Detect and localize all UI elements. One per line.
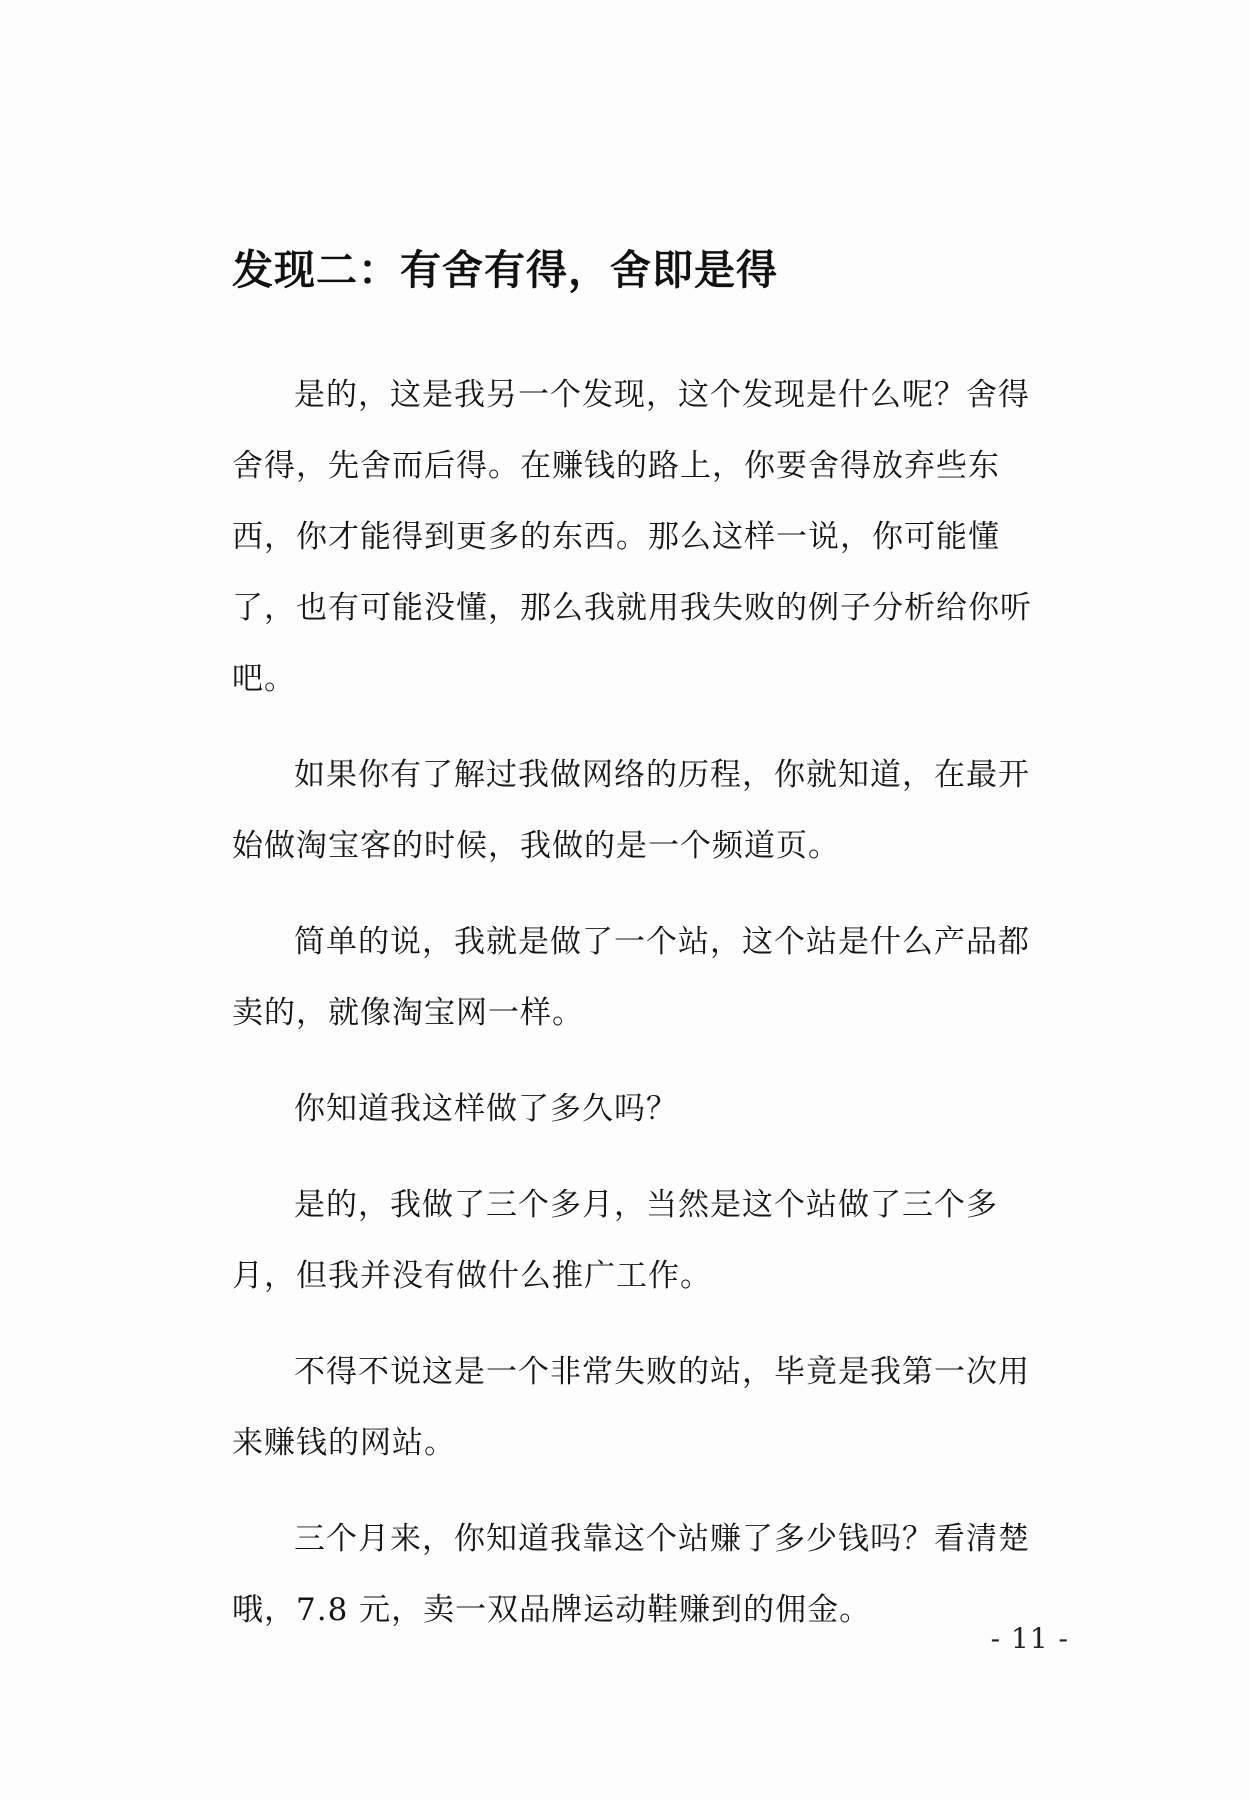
body-text (232, 360, 1052, 1646)
paragraph: 你知道我这样做了多久吗？ (294, 1091, 678, 1127)
paragraph: 三个月来，你知道我靠这个站赚了多少钱吗？看清楚哦，7.8 元，卖一双品牌运动鞋赚到的佣金。 (232, 1521, 1030, 1628)
section-title: 发现二：有舍有得，舍即是得 (232, 246, 778, 294)
paragraph: 是的，这是我另一个发现，这个发现是什么呢？舍得舍得，先舍而后得。在赚钱的路上，你要舍得放弃些东西，你才能得到更多的东西。那么这样一说，你可能懂了，也有可能没懂，那么我就用我失败的例子分析给你听吧。 (232, 377, 1032, 697)
paragraph: 如果你有了解过我做网络的历程，你就知道，在最开始做淘宝客的时候，我做的是一个频道页。 (232, 757, 1030, 864)
paragraph: 简单的说，我就是做了一个站，这个站是什么产品都卖的，就像淘宝网一样。 (232, 924, 1030, 1031)
paragraph: 是的，我做了三个多月，当然是这个站做了三个多月，但我并没有做什么推广工作。 (232, 1187, 998, 1294)
page-number: - 11 - (990, 1622, 1069, 1655)
paragraph: 不得不说这是一个非常失败的站，毕竟是我第一次用来赚钱的网站。 (232, 1354, 1030, 1461)
